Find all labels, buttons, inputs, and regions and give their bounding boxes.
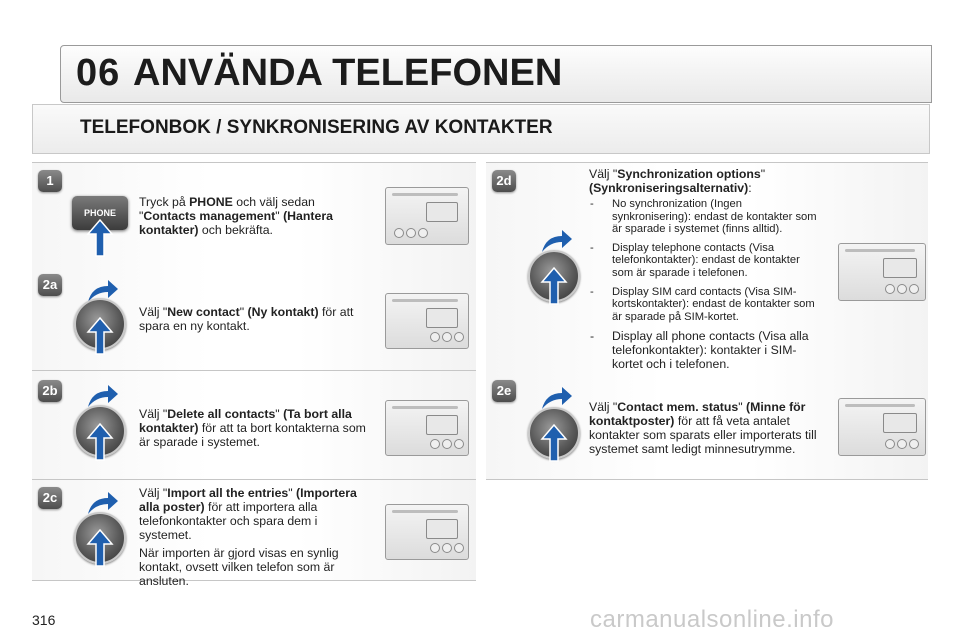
list-item: - Display telephone contacts (Visa telefonkontakter): endast de kontakter som är sparade i telefonen.: [590, 241, 800, 279]
radio-unit-illustration: [385, 293, 469, 349]
press-arrow-icon: [540, 266, 568, 306]
step-badge-2b: 2b: [38, 380, 62, 402]
press-arrow-icon: [540, 423, 568, 463]
list-item: - Display SIM card contacts (Visa SIM-kortskontakter): endast de kontakter som är sparade på SIM-kortet.: [590, 285, 815, 323]
step-badge-2e: 2e: [492, 380, 516, 402]
step-1-text: Tryck på PHONE och välj sedan "Contacts management" (Hantera kontakter) och bekräfta.: [139, 195, 333, 237]
radio-unit-illustration: [385, 400, 469, 456]
watermark: carmanualsonline.info: [590, 606, 834, 633]
press-arrow-icon: [86, 528, 114, 568]
step-2c-note: När importen är gjord visas en synlig kontakt, ovsett vilken telefon som är ansluten.: [139, 546, 339, 588]
phone-button-illustration: PHONE: [72, 196, 128, 230]
press-arrow-icon: [86, 316, 114, 356]
press-arrow-icon: [86, 422, 114, 462]
section-title: TELEFONBOK / SYNKRONISERING AV KONTAKTER: [80, 117, 553, 138]
step-badge-2c: 2c: [38, 487, 62, 509]
radio-unit-illustration: [385, 187, 469, 245]
step-badge-1: 1: [38, 170, 62, 192]
list-item: - No synchronization (Ingen synkronisering): endast de kontakter som är sparade i systemet (finns alltid).: [590, 198, 817, 236]
list-item: - Display all phone contacts (Visa alla telefonkontakter): kontakter i SIM-kortet och i telefonen.: [590, 329, 809, 372]
step-2c-text: Välj "Import all the entries" (Importera alla poster) för att importera alla telefonkontakter och spara dem i systemet. När importen är gjord visas en synlig kontakt, ovsett vilken telefon som är ansluten.: [139, 486, 371, 588]
page-number: 316: [32, 612, 56, 628]
step-badge-2a: 2a: [38, 274, 62, 296]
sync-options-list: [590, 198, 824, 377]
step-2b-text: Välj "Delete all contacts" (Ta bort alla kontakter) för att ta bort kontakterna som är sparade i systemet.: [139, 407, 366, 449]
press-arrow-icon: [86, 218, 114, 258]
step-badge-2d: 2d: [492, 170, 516, 192]
radio-unit-illustration: [385, 504, 469, 560]
step-2e-text: Välj "Contact mem. status" (Minne för kontaktposter) för att få veta antalet kontakter som sparats eller importerats till systemet samt ledigt minnesutrymme.: [589, 400, 817, 456]
radio-unit-illustration: [838, 398, 926, 456]
chapter-number: 06: [76, 52, 121, 94]
step-2a-text: Välj "New contact" (Ny kontakt) för att spara en ny kontakt.: [139, 305, 354, 333]
step-2d-text: Välj "Synchronization options" (Synkroniseringsalternativ):: [589, 167, 766, 195]
chapter-title: ANVÄNDA TELEFONEN: [133, 52, 563, 94]
radio-unit-illustration: [838, 243, 926, 301]
